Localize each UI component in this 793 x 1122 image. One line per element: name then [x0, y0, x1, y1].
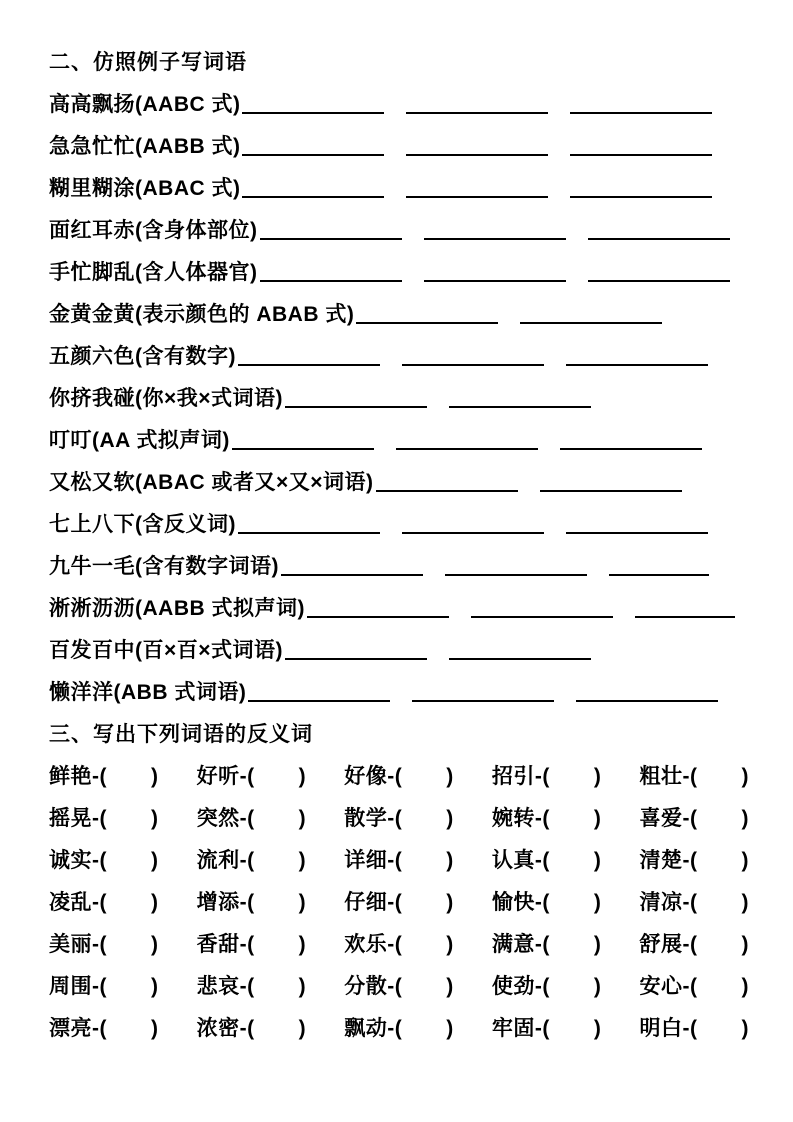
source-word: 分散 [344, 975, 388, 998]
answer-blank [242, 106, 384, 114]
answer-paren-open: -( [534, 849, 550, 872]
antonym-item [197, 1008, 307, 1050]
answer-paren-open: -( [682, 1017, 698, 1040]
answer-paren-close: ) [298, 891, 307, 914]
antonym-item [49, 882, 159, 924]
example-word-label: 又松又软(ABAC 或者又×又×词语) [49, 471, 374, 494]
answer-blank [576, 694, 718, 702]
antonym-row [49, 966, 749, 1008]
answer-paren-open: -( [682, 891, 698, 914]
source-word: 好像 [344, 765, 388, 788]
answer-blank [588, 274, 730, 282]
answer-paren-open: -( [534, 891, 550, 914]
answer-blank [570, 148, 712, 156]
answer-blank [412, 694, 554, 702]
answer-paren-open: -( [387, 849, 403, 872]
answer-blank [396, 442, 538, 450]
answer-paren-open: -( [387, 975, 403, 998]
answer-paren-close: ) [446, 933, 454, 956]
answer-blank [238, 526, 380, 534]
fill-in-row [49, 546, 749, 588]
source-word: 飘动 [344, 1017, 388, 1040]
answer-paren-close: ) [741, 933, 749, 956]
fill-in-row [49, 84, 749, 126]
section-2-rows [49, 84, 749, 714]
source-word: 清凉 [639, 891, 683, 914]
answer-paren-open: -( [92, 975, 107, 998]
antonym-item [640, 966, 750, 1008]
section-2-title: 二、仿照例子写词语 [49, 51, 247, 74]
antonym-item [49, 924, 159, 966]
answer-paren-open: -( [239, 765, 255, 788]
antonym-item [344, 756, 454, 798]
example-word-label: 面红耳赤(含身体部位) [49, 219, 258, 242]
antonym-item [344, 966, 454, 1008]
source-word: 香甜 [196, 933, 240, 956]
example-word-label: 懒洋洋(ABB 式词语) [49, 681, 247, 704]
answer-paren-close: ) [593, 975, 602, 998]
fill-in-row [49, 378, 749, 420]
answer-blank [449, 400, 591, 408]
example-word-label: 淅淅沥沥(AABB 式拟声词) [49, 597, 305, 620]
answer-paren-close: ) [741, 807, 749, 830]
answer-paren-open: -( [387, 933, 403, 956]
antonym-item [344, 840, 454, 882]
answer-blank [471, 610, 613, 618]
answer-paren-open: -( [534, 933, 550, 956]
source-word: 招引 [491, 765, 535, 788]
answer-blank [285, 652, 427, 660]
source-word: 仔细 [344, 891, 388, 914]
answer-paren-open: -( [387, 1017, 403, 1040]
answer-blank [635, 610, 735, 618]
answer-blank [520, 316, 662, 324]
answer-paren-close: ) [298, 1017, 307, 1040]
answer-paren-close: ) [151, 849, 159, 872]
answer-paren-open: -( [387, 891, 403, 914]
fill-in-row [49, 672, 749, 714]
answer-paren-open: -( [239, 807, 255, 830]
answer-paren-close: ) [741, 975, 749, 998]
source-word: 增添 [196, 891, 240, 914]
answer-paren-close: ) [298, 975, 307, 998]
section-3-rows [49, 756, 749, 1050]
source-word: 牢固 [491, 1017, 535, 1040]
answer-paren-open: -( [534, 807, 550, 830]
source-word: 好听 [196, 765, 240, 788]
fill-in-row [49, 630, 749, 672]
answer-paren-close: ) [593, 807, 602, 830]
antonym-item [197, 882, 307, 924]
antonym-item [344, 798, 454, 840]
answer-paren-close: ) [151, 1017, 159, 1040]
answer-paren-close: ) [593, 891, 602, 914]
source-word: 清楚 [639, 849, 683, 872]
answer-paren-close: ) [446, 849, 454, 872]
example-word-label: 金黄金黄(表示颜色的 ABAB 式) [49, 303, 355, 326]
answer-paren-close: ) [151, 933, 159, 956]
answer-paren-close: ) [593, 1017, 602, 1040]
antonym-item [49, 798, 159, 840]
answer-paren-close: ) [593, 765, 602, 788]
source-word: 漂亮 [49, 1017, 92, 1040]
antonym-item [197, 924, 307, 966]
antonym-item [640, 924, 750, 966]
answer-paren-close: ) [151, 765, 159, 788]
answer-blank [285, 400, 427, 408]
answer-blank [242, 190, 384, 198]
fill-in-row [49, 420, 749, 462]
example-word-label: 糊里糊涂(ABAC 式) [49, 177, 241, 200]
example-word-label: 高高飘扬(AABC 式) [49, 93, 241, 116]
antonym-item [344, 1008, 454, 1050]
answer-paren-close: ) [151, 891, 159, 914]
answer-paren-open: -( [239, 1017, 255, 1040]
answer-blank [406, 106, 548, 114]
answer-blank [609, 568, 709, 576]
source-word: 凌乱 [49, 891, 92, 914]
answer-blank [540, 484, 682, 492]
answer-blank [560, 442, 702, 450]
source-word: 浓密 [196, 1017, 240, 1040]
antonym-item [49, 756, 159, 798]
answer-paren-close: ) [593, 849, 602, 872]
answer-blank [424, 232, 566, 240]
fill-in-row [49, 504, 749, 546]
answer-paren-open: -( [534, 975, 550, 998]
source-word: 明白 [639, 1017, 683, 1040]
answer-paren-open: -( [534, 765, 550, 788]
source-word: 突然 [196, 807, 240, 830]
source-word: 欢乐 [344, 933, 388, 956]
antonym-item [197, 840, 307, 882]
answer-blank [238, 358, 380, 366]
fill-in-row [49, 126, 749, 168]
source-word: 诚实 [49, 849, 92, 872]
answer-blank [260, 274, 402, 282]
example-word-label: 百发百中(百×百×式词语) [49, 639, 284, 662]
fill-in-row [49, 168, 749, 210]
source-word: 满意 [491, 933, 535, 956]
answer-blank [406, 148, 548, 156]
antonym-item [492, 756, 602, 798]
antonym-row [49, 924, 749, 966]
antonym-item [492, 798, 602, 840]
answer-paren-close: ) [298, 765, 307, 788]
antonym-item [344, 924, 454, 966]
answer-blank [260, 232, 402, 240]
answer-blank [570, 106, 712, 114]
answer-paren-open: -( [387, 807, 403, 830]
antonym-item [197, 756, 307, 798]
answer-blank [402, 358, 544, 366]
answer-blank [402, 526, 544, 534]
answer-paren-open: -( [92, 933, 107, 956]
example-word-label: 七上八下(含反义词) [49, 513, 236, 536]
source-word: 安心 [639, 975, 683, 998]
answer-paren-close: ) [741, 849, 749, 872]
answer-blank [588, 232, 730, 240]
fill-in-row [49, 462, 749, 504]
antonym-item [49, 1008, 159, 1050]
antonym-item [640, 840, 750, 882]
antonym-item [492, 924, 602, 966]
answer-blank [424, 274, 566, 282]
fill-in-row [49, 210, 749, 252]
source-word: 详细 [344, 849, 388, 872]
fill-in-row [49, 252, 749, 294]
source-word: 舒展 [639, 933, 683, 956]
antonym-item [492, 882, 602, 924]
source-word: 婉转 [491, 807, 535, 830]
source-word: 认真 [491, 849, 535, 872]
answer-paren-open: -( [682, 807, 698, 830]
answer-blank [376, 484, 518, 492]
source-word: 散学 [344, 807, 388, 830]
answer-paren-open: -( [682, 933, 698, 956]
answer-paren-open: -( [682, 849, 698, 872]
source-word: 悲哀 [196, 975, 240, 998]
source-word: 摇晃 [49, 807, 92, 830]
antonym-item [640, 1008, 750, 1050]
antonym-row [49, 756, 749, 798]
answer-paren-open: -( [239, 891, 255, 914]
answer-paren-open: -( [92, 807, 107, 830]
example-word-label: 手忙脚乱(含人体器官) [49, 261, 258, 284]
answer-blank [281, 568, 423, 576]
answer-blank [570, 190, 712, 198]
answer-paren-close: ) [298, 849, 307, 872]
answer-paren-close: ) [446, 807, 454, 830]
antonym-item [492, 1008, 602, 1050]
answer-paren-close: ) [446, 891, 454, 914]
answer-paren-close: ) [151, 975, 159, 998]
answer-blank [242, 148, 384, 156]
source-word: 流利 [196, 849, 240, 872]
fill-in-row [49, 336, 749, 378]
antonym-item [49, 840, 159, 882]
antonym-row [49, 840, 749, 882]
antonym-item [640, 798, 750, 840]
example-word-label: 你挤我碰(你×我×式词语) [49, 387, 284, 410]
section-3-title: 三、写出下列词语的反义词 [49, 723, 313, 746]
source-word: 粗壮 [639, 765, 683, 788]
antonym-item [492, 840, 602, 882]
answer-paren-open: -( [92, 849, 107, 872]
source-word: 鲜艳 [49, 765, 92, 788]
fill-in-row [49, 588, 749, 630]
answer-blank [356, 316, 498, 324]
answer-paren-open: -( [534, 1017, 550, 1040]
example-word-label: 九牛一毛(含有数字词语) [49, 555, 279, 578]
answer-paren-open: -( [92, 891, 107, 914]
source-word: 喜爱 [639, 807, 683, 830]
example-word-label: 急急忙忙(AABB 式) [49, 135, 241, 158]
antonym-item [640, 882, 750, 924]
antonym-item [640, 756, 750, 798]
answer-paren-close: ) [741, 765, 749, 788]
example-word-label: 叮叮(AA 式拟声词) [49, 429, 230, 452]
antonym-row [49, 798, 749, 840]
answer-paren-close: ) [741, 891, 749, 914]
answer-blank [248, 694, 390, 702]
answer-blank [566, 358, 708, 366]
answer-paren-open: -( [682, 975, 698, 998]
answer-paren-open: -( [239, 849, 255, 872]
answer-paren-close: ) [446, 1017, 454, 1040]
source-word: 美丽 [49, 933, 92, 956]
answer-paren-close: ) [298, 807, 307, 830]
antonym-item [197, 798, 307, 840]
answer-paren-open: -( [682, 765, 698, 788]
answer-paren-close: ) [593, 933, 602, 956]
antonym-item [197, 966, 307, 1008]
answer-paren-open: -( [239, 933, 255, 956]
antonym-item [344, 882, 454, 924]
answer-paren-close: ) [741, 1017, 749, 1040]
answer-paren-close: ) [151, 807, 159, 830]
answer-blank [445, 568, 587, 576]
antonym-item [49, 966, 159, 1008]
answer-blank [566, 526, 708, 534]
answer-blank [307, 610, 449, 618]
antonym-item [492, 966, 602, 1008]
answer-blank [449, 652, 591, 660]
source-word: 使劲 [491, 975, 535, 998]
source-word: 周围 [49, 975, 92, 998]
answer-paren-open: -( [239, 975, 255, 998]
answer-paren-open: -( [92, 1017, 107, 1040]
answer-paren-close: ) [446, 765, 454, 788]
answer-paren-open: -( [387, 765, 403, 788]
source-word: 愉快 [491, 891, 535, 914]
example-word-label: 五颜六色(含有数字) [49, 345, 236, 368]
answer-paren-close: ) [298, 933, 307, 956]
answer-blank [406, 190, 548, 198]
answer-paren-close: ) [446, 975, 454, 998]
answer-blank [232, 442, 374, 450]
fill-in-row [49, 294, 749, 336]
antonym-row [49, 882, 749, 924]
answer-paren-open: -( [92, 765, 107, 788]
antonym-row [49, 1008, 749, 1050]
